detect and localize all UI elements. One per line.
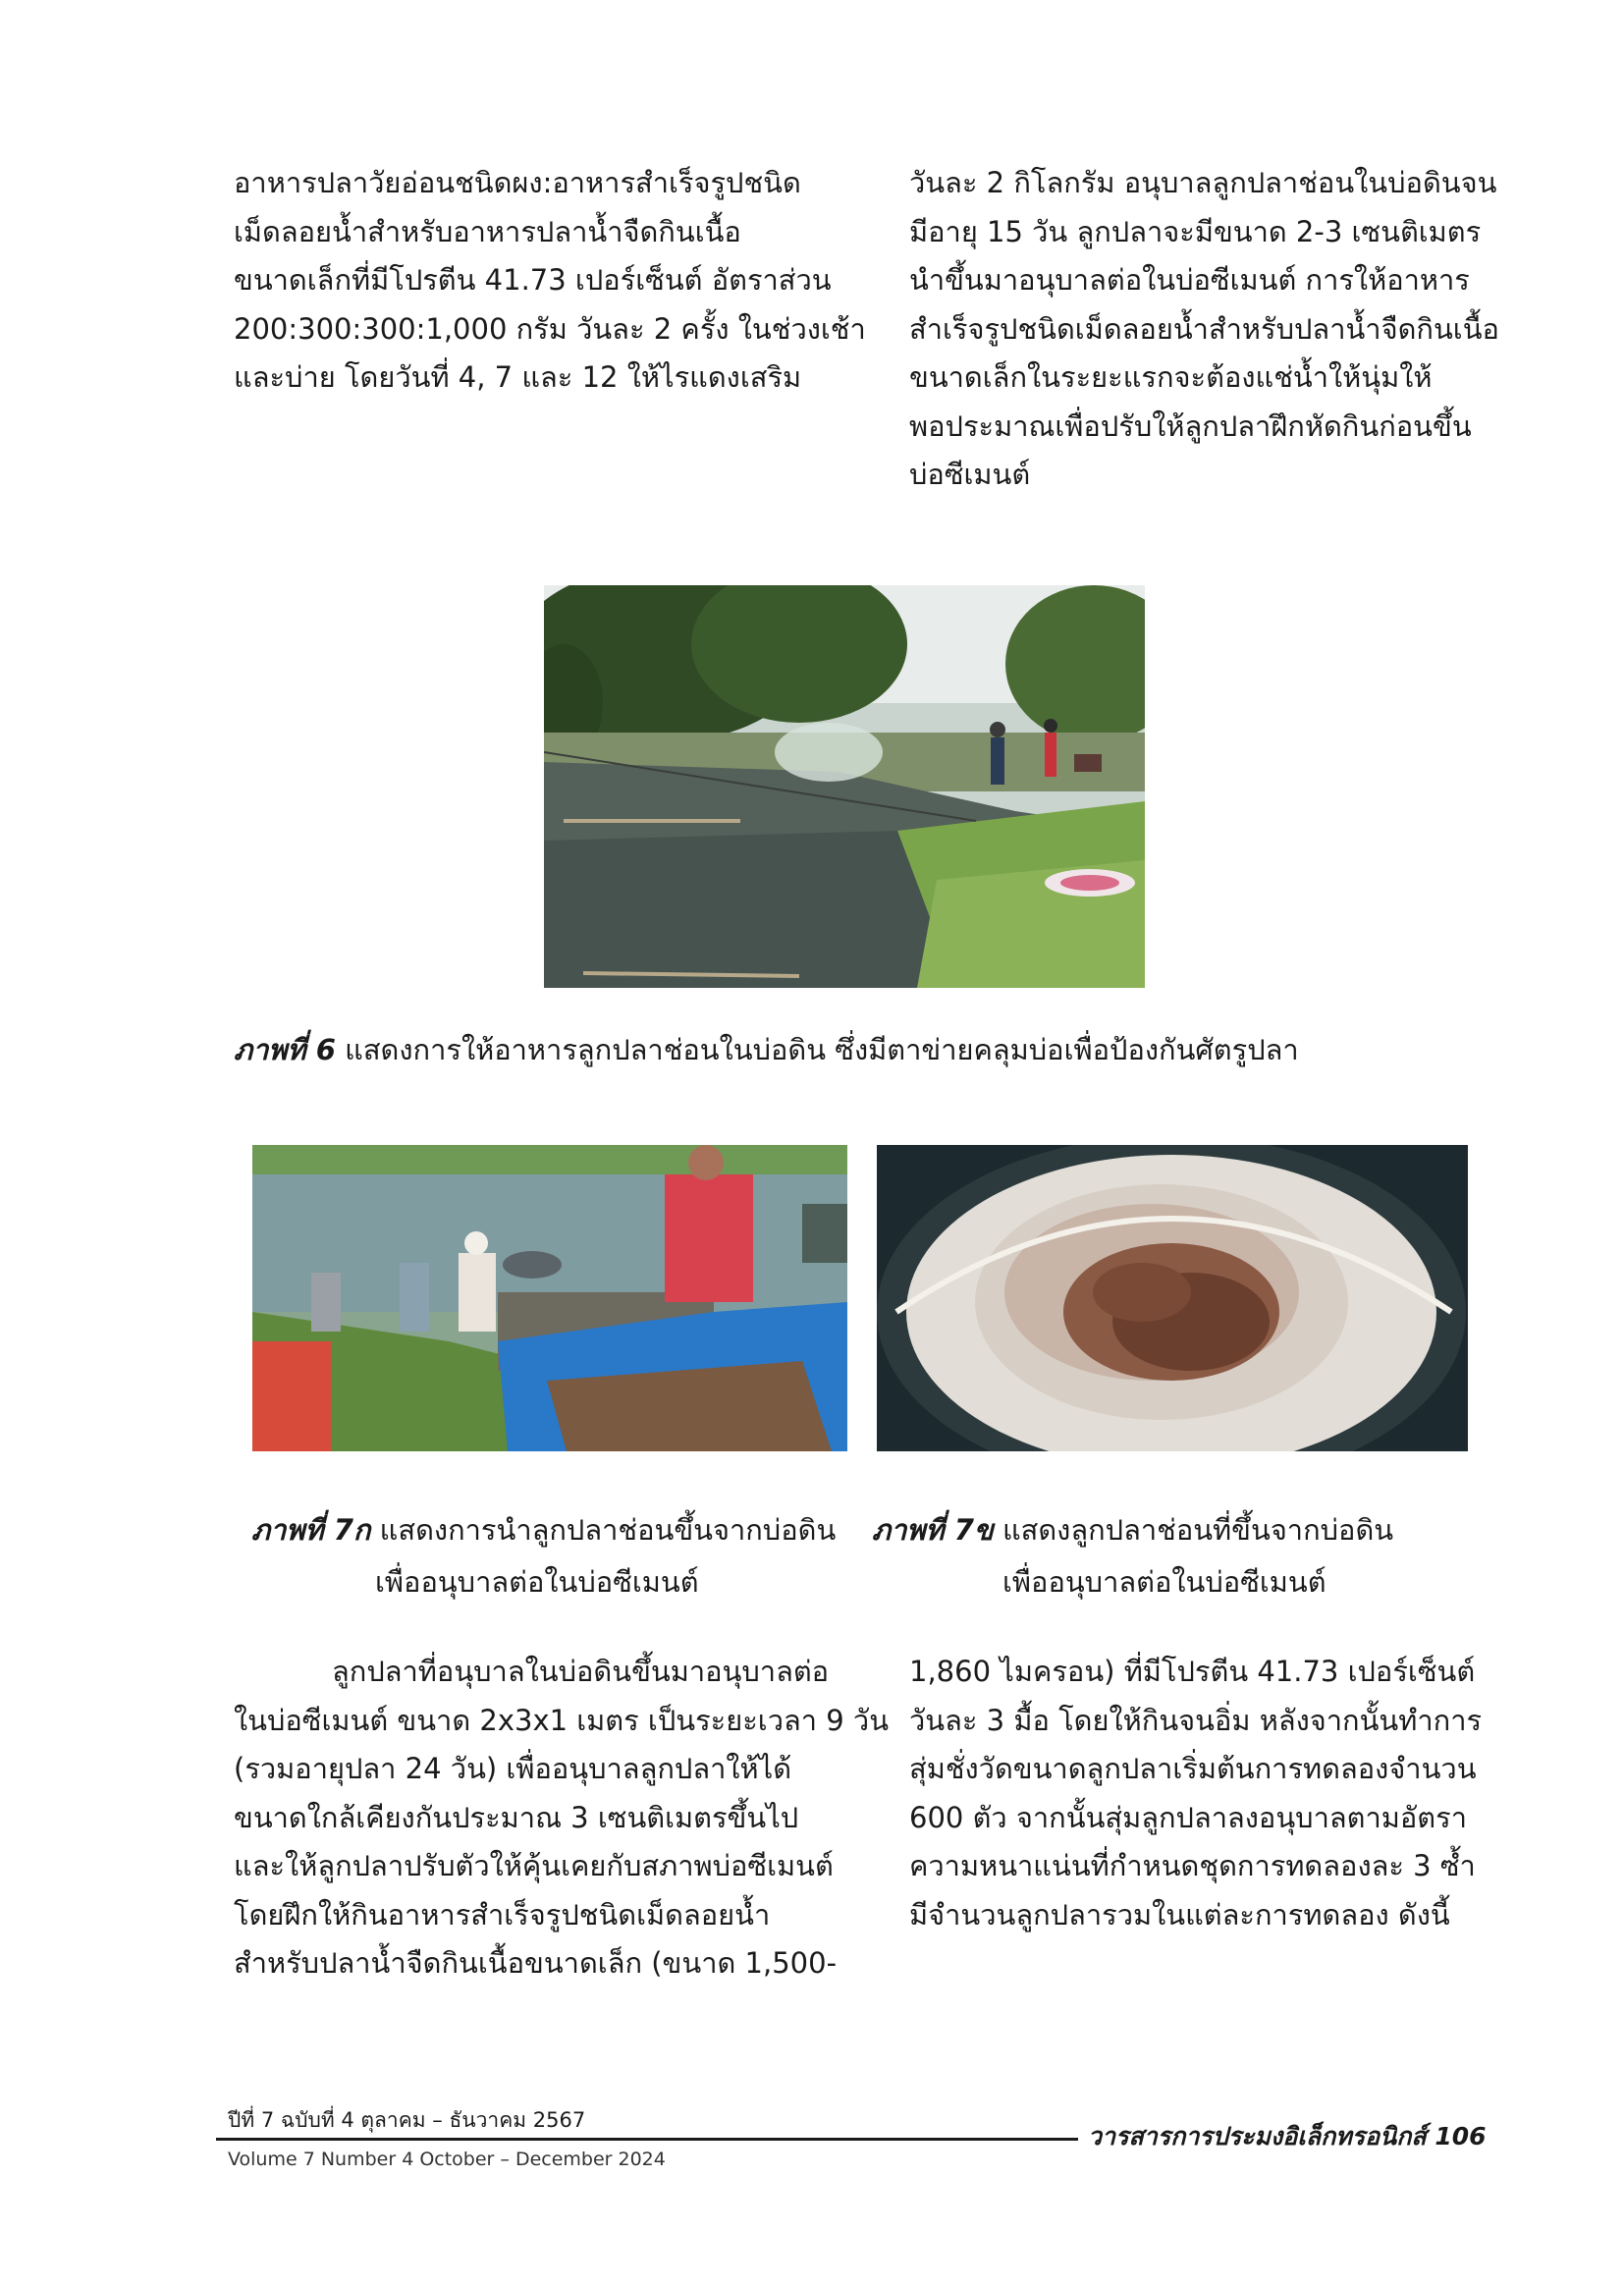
text-line: และบ่าย โดยวันที่ 4, 7 และ 12 ให้ไรแดงเสริม xyxy=(234,360,802,394)
footer-divider xyxy=(216,2138,1078,2141)
figure-7b-caption-text: แสดงลูกปลาช่อนที่ขึ้นจากบ่อดิน xyxy=(993,1513,1394,1547)
page-number: 106 xyxy=(1435,2122,1487,2150)
figure-7a-label: ภาพที่ 7ก xyxy=(251,1513,371,1547)
text-line: โดยฝึกให้กินอาหารสำเร็จรูปชนิดเม็ดลอยน้ำ xyxy=(234,1897,771,1932)
figure-7a-caption-text: แสดงการนำลูกปลาช่อนขึ้นจากบ่อดิน xyxy=(370,1513,837,1547)
text-line: พอประมาณเพื่อปรับให้ลูกปลาฝึกหัดกินก่อนขึ้น xyxy=(909,408,1472,443)
footer-issue-english: Volume 7 Number 4 October – December 2024 xyxy=(228,2149,666,2170)
text-line: สุ่มชั่งวัดขนาดลูกปลาเริ่มต้นการทดลองจำนวน xyxy=(909,1752,1477,1785)
text-line: และให้ลูกปลาปรับตัวให้คุ้นเคยกับสภาพบ่อซีเมนต์ xyxy=(234,1849,834,1882)
text-line: บ่อซีเมนต์ xyxy=(909,458,1031,491)
fish-harvest-illustration xyxy=(252,1145,847,1451)
text-line: (รวมอายุปลา 24 วัน) เพื่ออนุบาลลูกปลาให้ได้ xyxy=(234,1752,792,1785)
paragraph-top-left xyxy=(234,159,866,403)
text-line: 200:300:300:1,000 กรัม วันละ 2 ครั้ง ในช่วงเช้า xyxy=(234,311,866,346)
figure-7b-caption-line2: เพื่ออนุบาลต่อในบ่อซีเมนต์ xyxy=(1002,1565,1326,1599)
text-line: ขนาดเล็กในระยะแรกจะต้องแช่น้ำให้นุ่มให้ xyxy=(909,360,1433,394)
text-line: สำหรับปลาน้ำจืดกินเนื้อขนาดเล็ก (ขนาด 1,500- xyxy=(234,1946,838,1980)
pond-feeding-illustration xyxy=(544,585,1145,988)
text-line: ในบ่อซีเมนต์ ขนาด 2x3x1 เมตร เป็นระยะเวลา 9 วัน xyxy=(234,1703,890,1737)
figure-6-caption xyxy=(234,1025,1299,1074)
figure-7b-label: ภาพที่ 7ข xyxy=(872,1513,994,1547)
figure-7a-photo xyxy=(252,1145,847,1451)
figure-6-photo xyxy=(544,585,1145,988)
text-line: มีอายุ 15 วัน ลูกปลาจะมีขนาด 2-3 เซนติเมตร xyxy=(909,214,1482,248)
text-line: เม็ดลอยน้ำสำหรับอาหารปลาน้ำจืดกินเนื้อ xyxy=(234,214,741,248)
figure-6-caption-text: แสดงการให้อาหารลูกปลาช่อนในบ่อดิน ซึ่งมีตาข่ายคลุมบ่อเพื่อป้องกันศัตรูปลา xyxy=(335,1033,1299,1066)
figure-6-label: ภาพที่ 6 xyxy=(234,1033,336,1066)
text-line: ขนาดใกล้เคียงกันประมาณ 3 เซนติเมตรขึ้นไป xyxy=(234,1800,799,1834)
paragraph-top-right xyxy=(909,159,1499,500)
footer-journal-title xyxy=(1088,2117,1487,2156)
footer-issue-thai: ปีที่ 7 ฉบับที่ 4 ตุลาคม – ธันวาคม 2567 xyxy=(228,2108,586,2132)
text-line: 600 ตัว จากนั้นสุ่มลูกปลาลงอนุบาลตามอัตรา xyxy=(909,1800,1467,1834)
text-line: ลูกปลาที่อนุบาลในบ่อดินขึ้นมาอนุบาลต่อ xyxy=(332,1655,830,1688)
figure-7a-caption-line2: เพื่ออนุบาลต่อในบ่อซีเมนต์ xyxy=(375,1565,699,1599)
text-line: วันละ 3 มื้อ โดยให้กินจนอิ่ม หลังจากนั้นทำการ xyxy=(909,1703,1483,1737)
paragraph-bottom-right xyxy=(909,1648,1489,1939)
fry-in-net-illustration xyxy=(877,1145,1468,1451)
text-line: ความหนาแน่นที่กำหนดชุดการทดลองละ 3 ซ้ำ xyxy=(909,1849,1476,1882)
text-line: อาหารปลาวัยอ่อนชนิดผง:อาหารสำเร็จรูปชนิด xyxy=(234,166,801,199)
text-line: นำขึ้นมาอนุบาลต่อในบ่อซีเมนต์ การให้อาหาร xyxy=(909,263,1470,297)
journal-name: วารสารการประมงอิเล็กทรอนิกส์ xyxy=(1088,2122,1427,2150)
text-line: ขนาดเล็กที่มีโปรตีน 41.73 เปอร์เซ็นต์ อัตราส่วน xyxy=(234,263,832,297)
text-line: สำเร็จรูปชนิดเม็ดลอยน้ำสำหรับปลาน้ำจืดกินเนื้อ xyxy=(909,311,1499,346)
text-line: 1,860 ไมครอน) ที่มีโปรตีน 41.73 เปอร์เซ็นต์ xyxy=(909,1655,1476,1688)
figure-7b-photo xyxy=(877,1145,1468,1451)
figure-7a-caption-line1 xyxy=(251,1505,836,1554)
paragraph-bottom-left xyxy=(234,1648,890,1988)
figure-7b-caption-line1 xyxy=(872,1505,1393,1554)
text-line: มีจำนวนลูกปลารวมในแต่ละการทดลอง ดังนี้ xyxy=(909,1897,1450,1932)
text-line: วันละ 2 กิโลกรัม อนุบาลลูกปลาช่อนในบ่อดินจน xyxy=(909,166,1497,199)
